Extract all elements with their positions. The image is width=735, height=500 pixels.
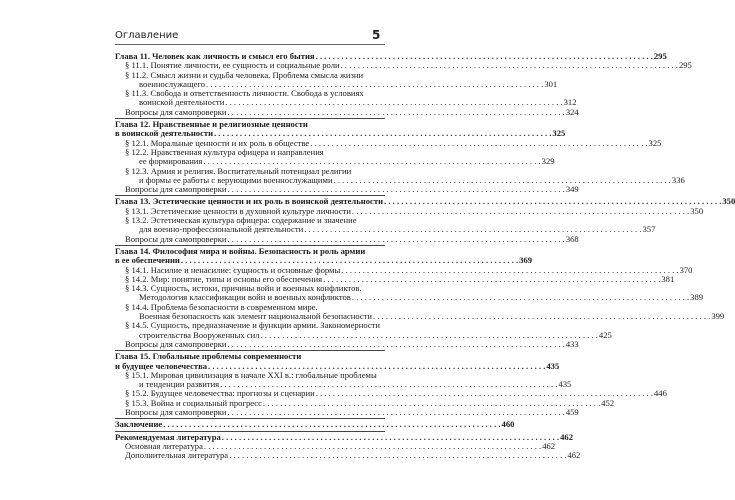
dot-leader: [228, 108, 565, 117]
toc-section-page: 312: [563, 97, 577, 108]
chapter-title-label: Заключение: [115, 419, 163, 430]
page-number: 5: [372, 28, 381, 42]
toc-section-page: 295: [678, 60, 692, 71]
running-head-title: Оглавление: [115, 30, 179, 41]
toc-section-label: для военно-профессиональной деятельности: [139, 224, 304, 235]
toc-entry-label: Вопросы для самопроверки: [125, 338, 227, 349]
toc-entry-label: Вопросы для самопроверки: [125, 233, 227, 244]
chapter-title-page: 369: [519, 255, 533, 266]
toc-entry: [115, 184, 579, 195]
chapter-title-page: 435: [546, 360, 560, 371]
dot-leader: [352, 293, 689, 302]
dot-leader: [229, 451, 566, 460]
dot-leader: [352, 207, 689, 216]
toc-section-label: § 12.2. Нравственная культура офицера и направления: [125, 146, 324, 157]
toc-entry-label: Вопросы для самопроверки: [125, 184, 227, 195]
toc-entry-label: Вопросы для самопроверки: [125, 406, 227, 417]
chapter-title-page: 462: [560, 431, 573, 442]
toc-entry-label: Дополнительная литература: [125, 450, 229, 461]
toc-section-page: 389: [690, 292, 704, 303]
chapter-title-label: и будущее человечества: [115, 360, 208, 371]
toc-entry-page: 433: [565, 338, 579, 349]
toc-section-label: и тенденции развития: [139, 379, 220, 390]
toc-chapter: [115, 418, 515, 430]
toc-section-page: 357: [642, 224, 656, 235]
toc-chapter: [115, 245, 725, 349]
chapter-title-page: 295: [653, 51, 667, 61]
dot-leader: [228, 185, 565, 194]
toc-section-label: § 11.1. Понятие личности, ее сущность и социальные роли: [125, 60, 340, 71]
toc-entry-page: 459: [565, 406, 579, 417]
toc-section-label: § 14.5. Сущность, предназначение и функции армии. Закономерности: [125, 320, 381, 331]
toc-entry: [115, 450, 581, 461]
dot-leader: [228, 340, 565, 349]
toc-section-label: § 14.4. Проблема безопасности в современном мире.: [125, 301, 318, 312]
chapter-title-label: Рекомендуемая литература: [115, 431, 221, 442]
dot-leader: [228, 408, 565, 417]
toc-section-label: § 15.3. Война и социальный прогресс: [125, 397, 262, 408]
toc-section-label: строительства Вооруженных сил: [139, 329, 260, 340]
toc-section-label: § 13.2. Эстетическая культура офицера: содержание и значение: [125, 215, 357, 226]
toc-chapter: [115, 118, 685, 195]
dot-leader: [323, 275, 660, 284]
toc-section-label: § 14.1. Насилие и ненасилие: сущность и основные формы: [125, 264, 341, 275]
dot-leader: [228, 235, 565, 244]
chapter-title-label: Глава 13. Эстетические ценности и их роль в воинской деятельности: [115, 196, 384, 207]
toc-section-label: § 13.1. Эстетические ценности в духовной культуре личности: [125, 205, 351, 216]
dot-leader: [163, 420, 500, 429]
toc-section-label: ее формирования: [139, 156, 203, 167]
toc-section-label: воинской деятельности: [139, 97, 225, 108]
toc-section-page: 399: [711, 311, 725, 322]
toc-section-page: 452: [601, 397, 615, 408]
toc-section-page: 370: [679, 264, 693, 275]
chapter-title-label: Глава 11. Человек как личность и смысл его бытия: [115, 51, 315, 61]
toc-section-label: § 15.2. Будущее человечества: прогнозы и сценарии: [125, 388, 315, 399]
chapter-title: [115, 419, 515, 430]
toc-section-label: § 11.2. Смысл жизни и судьба человека. Проблема смысла жизни: [125, 69, 364, 80]
toc-section-label: § 15.1. Мировая цивилизация в начале XXI в.: глобальные проблемы: [125, 369, 377, 380]
toc-section-page: 350: [690, 205, 704, 216]
toc-chapter: [115, 350, 667, 417]
toc-entry-page: 368: [565, 233, 579, 244]
chapter-title-label: Глава 15. Глобальные проблемы современности: [115, 351, 302, 362]
toc-section-page: 435: [558, 379, 572, 390]
header-rule: [115, 44, 385, 45]
chapter-title-page: 325: [552, 128, 566, 139]
toc-entry-page: 349: [565, 184, 579, 195]
toc-entry: [115, 233, 579, 244]
toc-entry-label: Основная литература: [125, 440, 203, 451]
toc-entry: [115, 106, 579, 117]
toc-section-page: 425: [598, 329, 612, 340]
toc-section-label: § 11.3. Свобода и ответственность личности. Свобода в условиях: [125, 88, 364, 99]
toc-entry-label: Вопросы для самопроверки: [125, 106, 227, 117]
toc-entry: [115, 338, 579, 349]
toc-section-page: 446: [654, 388, 667, 399]
toc-chapter: [115, 195, 735, 244]
toc-entry: [115, 406, 579, 417]
toc-chapter: [115, 431, 581, 461]
toc-entry-page: 462: [542, 440, 556, 451]
dot-leader: [373, 312, 710, 321]
toc-section-label: Методология классификации войн и военных конфликтов: [139, 292, 351, 303]
chapter-title-label: Глава 14. Философия мира и войны. Безопасность и роль армии: [115, 245, 366, 256]
toc-section-label: Военная безопасность как элемент национальной безопасности: [139, 311, 373, 322]
dot-leader: [341, 61, 678, 70]
toc-section-label: и формы ее работы с верующими военнослужащими: [139, 174, 333, 185]
chapter-title-label: Глава 12. Нравственные и религиозные ценности: [115, 119, 308, 130]
chapter-title-label: в ее обеспечении: [115, 255, 180, 266]
table-of-contents: [115, 50, 735, 461]
toc-section-label: военнослужащего: [139, 78, 206, 89]
toc-section-label: § 12.1. Моральные ценности и их роль в обществе: [125, 137, 310, 148]
toc-entry-page: 324: [565, 106, 579, 117]
toc-section-label: § 12.3. Армия и религия. Воспитательный потенциал религии: [125, 165, 352, 176]
toc-section-label: § 14.3. Сущность, истоки, причины войн и военных конфликтов.: [125, 283, 362, 294]
toc-section-page: 301: [544, 78, 558, 89]
toc-chapter: [115, 51, 692, 117]
toc-section-label: § 14.2. Мир: понятие, типы и основы его обеспечения: [125, 273, 323, 284]
toc-entry-page: 462: [567, 450, 581, 461]
toc-section-page: 329: [541, 156, 555, 167]
toc-section-page: 381: [661, 273, 675, 284]
chapter-title-page: 460: [501, 419, 515, 430]
page-header: [0, 0, 500, 42]
toc-section-page: 325: [648, 137, 662, 148]
chapter-title-label: в воинской деятельности: [115, 128, 214, 139]
chapter-title-page: 350: [722, 196, 735, 207]
dot-leader: [310, 139, 647, 148]
toc-section-page: 336: [671, 174, 685, 185]
